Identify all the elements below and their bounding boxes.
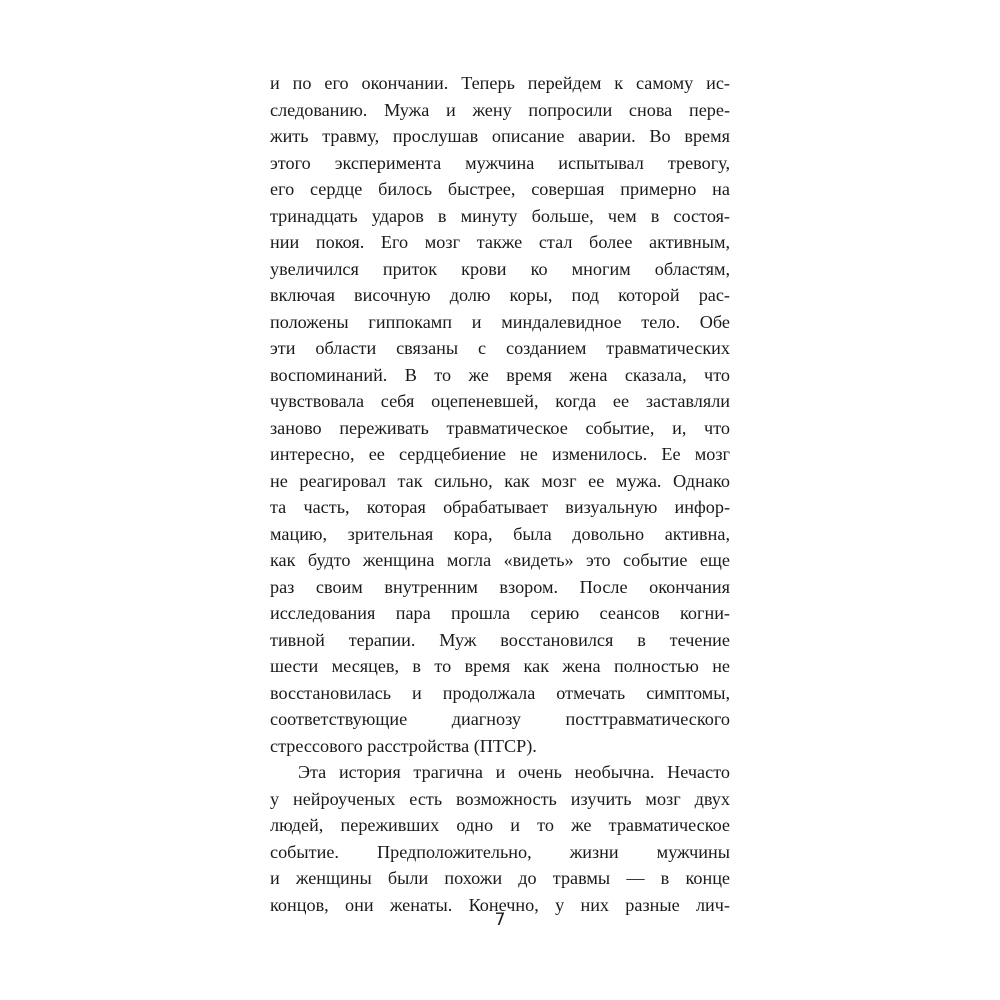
text-line: эти области связаны с созданием травматических <box>270 338 730 358</box>
text-line: раз своим внутренним взором. После окончания <box>270 576 730 597</box>
text-line: чувствовала себя оцепеневшей, когда ее заставляли <box>270 391 730 411</box>
text-line: тивной терапии. Муж восстановился в течение <box>270 629 730 650</box>
text-line: заново переживать травматическое событие, и, что <box>270 417 730 438</box>
text-line: следованию. Мужа и жену попросили снова пере- <box>270 99 730 120</box>
text-line: Эта история трагична и очень необычна. Нечасто <box>298 762 730 782</box>
paragraph-2 <box>270 759 730 918</box>
text-line: та часть, которая обрабатывает визуальную инфор- <box>270 497 730 517</box>
text-line: тринадцать ударов в минуту больше, чем в состоя- <box>270 205 730 226</box>
page-number: 7 <box>494 910 506 930</box>
text-line: нии покоя. Его мозг также стал более активным, <box>270 232 730 252</box>
text-line: этого эксперимента мужчина испытывал тревогу, <box>270 152 730 173</box>
text-line: стрессового расстройства (ПТСР). <box>270 735 537 756</box>
text-line: не реагировал так сильно, как мозг ее мужа. Однако <box>270 470 730 491</box>
paragraph-1 <box>270 70 730 759</box>
text-line: мацию, зрительная кора, была довольно активна, <box>270 523 730 544</box>
text-line: восстановилась и продолжала отмечать симптомы, <box>270 682 730 703</box>
text-line: увеличился приток крови ко многим областям, <box>270 258 730 279</box>
text-line: людей, переживших одно и то же травматическое <box>270 815 730 835</box>
text-line: соответствующие диагнозу посттравматического <box>270 709 730 729</box>
text-line: шести месяцев, в то время как жена полностью не <box>270 656 730 676</box>
text-line: концов, они женаты. Конечно, у них разные лич- <box>270 894 730 915</box>
text-line: и по его окончании. Теперь перейдем к самому ис- <box>270 73 730 93</box>
text-line: и женщины были похожи до травмы — в конце <box>270 868 730 888</box>
text-line: исследования пара прошла серию сеансов когни- <box>270 603 730 623</box>
text-line: включая височную долю коры, под которой рас- <box>270 285 730 305</box>
text-line: воспоминаний. В то же время жена сказала, что <box>270 364 730 385</box>
text-line: у нейроученых есть возможность изучить мозг двух <box>270 788 730 809</box>
body-text <box>270 70 730 918</box>
text-line: его сердце билось быстрее, совершая примерно на <box>270 179 730 199</box>
text-line: как будто женщина могла «видеть» это событие еще <box>270 550 730 570</box>
text-line: интересно, ее сердцебиение не изменилось. Ее мозг <box>270 444 730 464</box>
text-line: событие. Предположительно, жизни мужчины <box>270 841 730 862</box>
text-line: положены гиппокамп и миндалевидное тело. Обе <box>270 311 730 332</box>
text-line: жить травму, прослушав описание аварии. Во время <box>270 126 730 146</box>
